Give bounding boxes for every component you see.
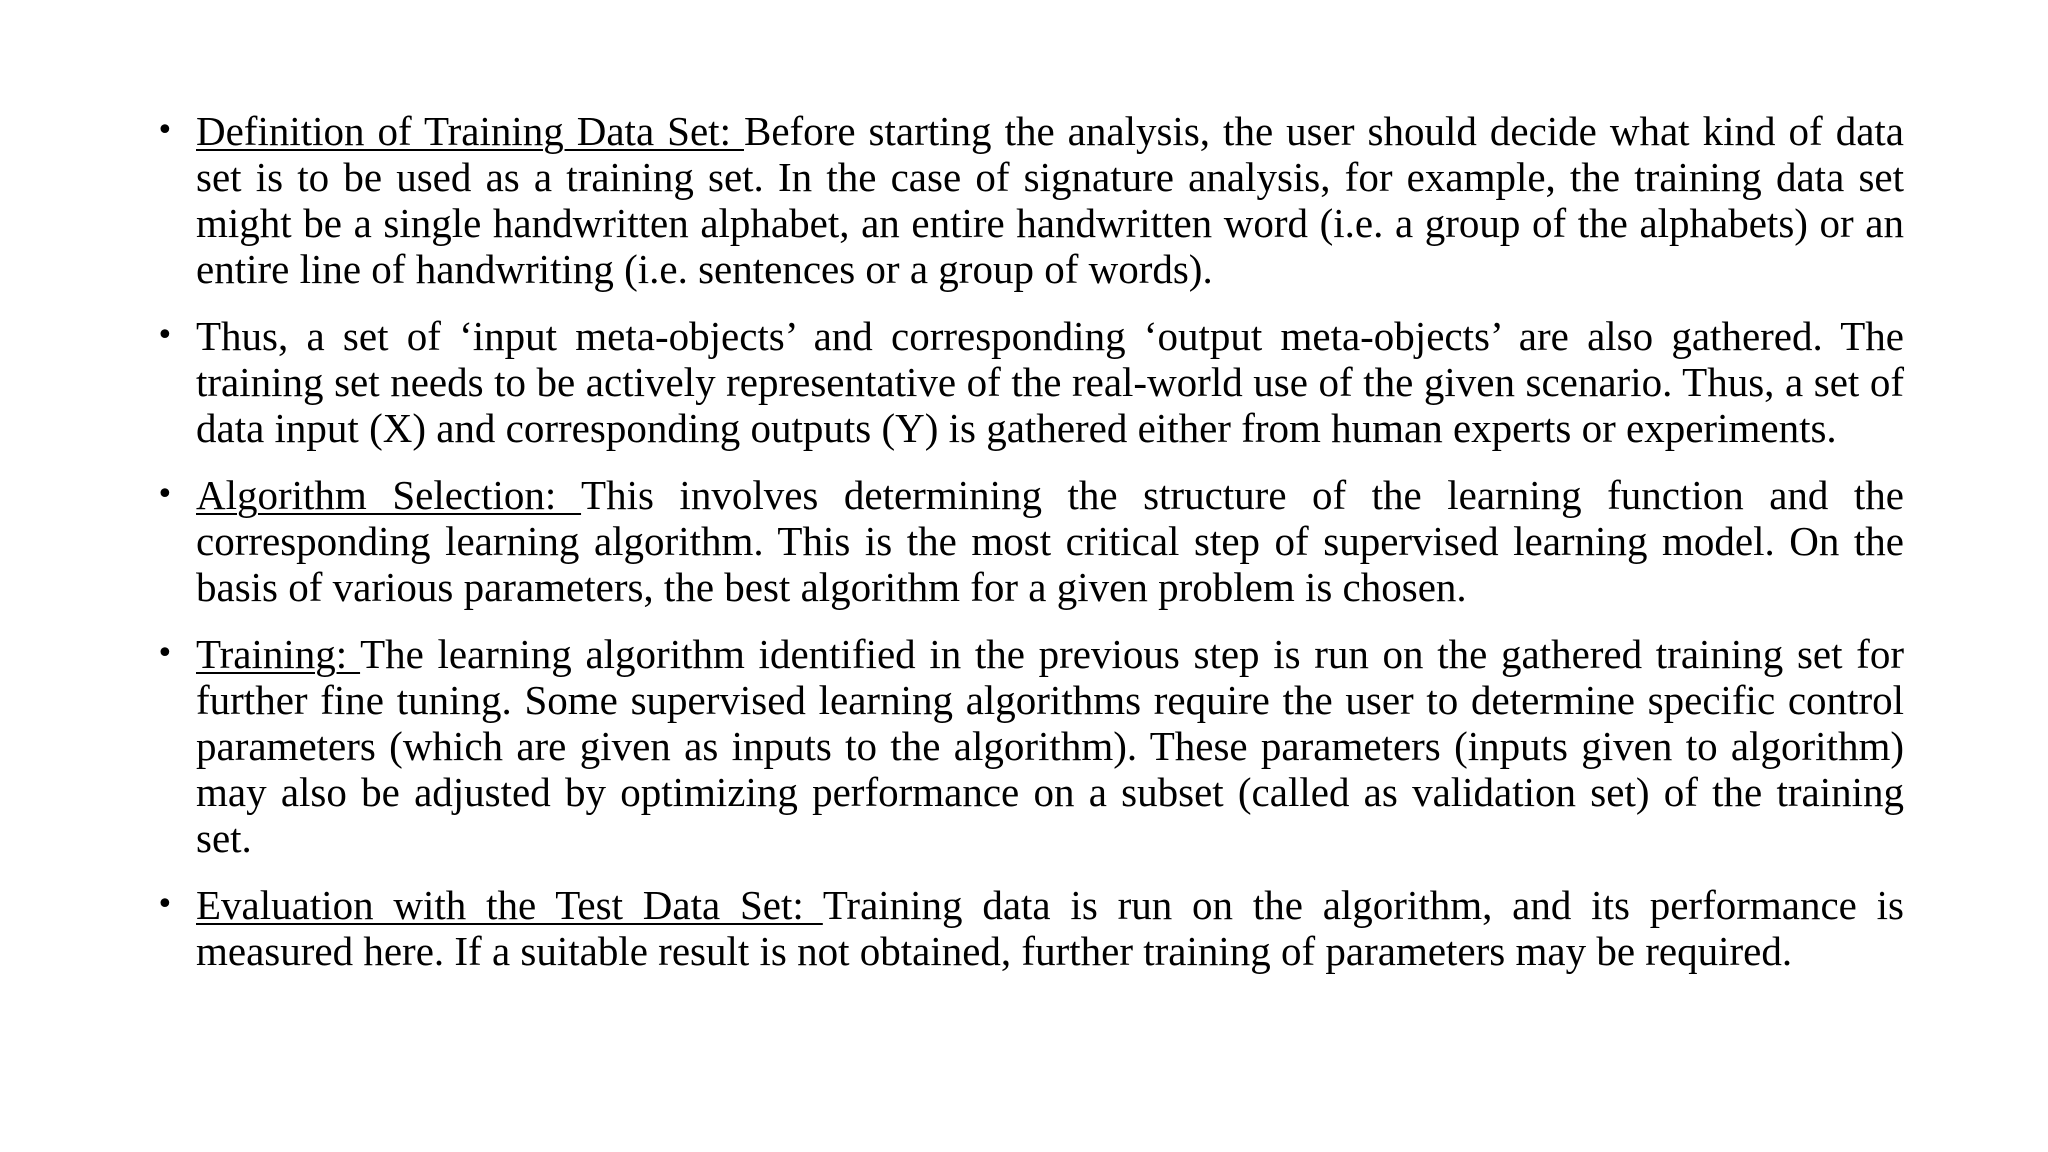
bullet-point-icon: • bbox=[156, 887, 174, 922]
bullet-term: Algorithm Selection: bbox=[196, 472, 582, 518]
bullet-text: Thus, a set of ‘input meta-objects’ and corresponding ‘output meta-objects’ are also gathered. The training set needs to be actively representative of the real-world use of the given scenario. Thus, a set of data input (X) and corresponding outputs (Y) is gathered either from human experts or experiments. bbox=[196, 313, 1904, 451]
bullet-point-icon: • bbox=[156, 113, 174, 148]
bullet-item-training bbox=[152, 631, 1904, 861]
bullet-list bbox=[152, 108, 1904, 995]
bullet-term: Evaluation with the Test Data Set: bbox=[196, 882, 823, 928]
bullet-point-icon: • bbox=[156, 477, 174, 512]
bullet-item-algorithm-selection bbox=[152, 472, 1904, 610]
bullet-text: This involves determining the structure of the learning function and the corresponding learning algorithm. This is the most critical step of supervised learning model. On the basis of various parameters, the best algorithm for a given problem is chosen. bbox=[196, 472, 1904, 610]
bullet-point-icon: • bbox=[156, 636, 174, 671]
bullet-text: The learning algorithm identified in the previous step is run on the gathered training set for further fine tuning. Some supervised learning algorithms require the user to determine specific control parameters (which are given as inputs to the algorithm). These parameters (inputs given to algorithm) may also be adjusted by optimizing performance on a subset (called as validation set) of the training set. bbox=[196, 631, 1904, 861]
bullet-item-training-data-set bbox=[152, 108, 1904, 292]
bullet-item-meta-objects bbox=[152, 313, 1904, 451]
bullet-term: Training: bbox=[196, 631, 361, 677]
bullet-item-evaluation bbox=[152, 882, 1904, 974]
bullet-text: Training data is run on the algorithm, and its performance is measured here. If a suitable result is not obtained, further training of parameters may be required. bbox=[196, 882, 1905, 974]
bullet-point-icon: • bbox=[156, 318, 174, 353]
bullet-term: Definition of Training Data Set: bbox=[196, 108, 744, 154]
bullet-text: Before starting the analysis, the user should decide what kind of data set is to be used as a training set. In the case of signature analysis, for example, the training data set might be a single handwritten alphabet, an entire handwritten word (i.e. a group of the alphabets) or an entire line of handwriting (i.e. sentences or a group of words). bbox=[196, 108, 1904, 292]
